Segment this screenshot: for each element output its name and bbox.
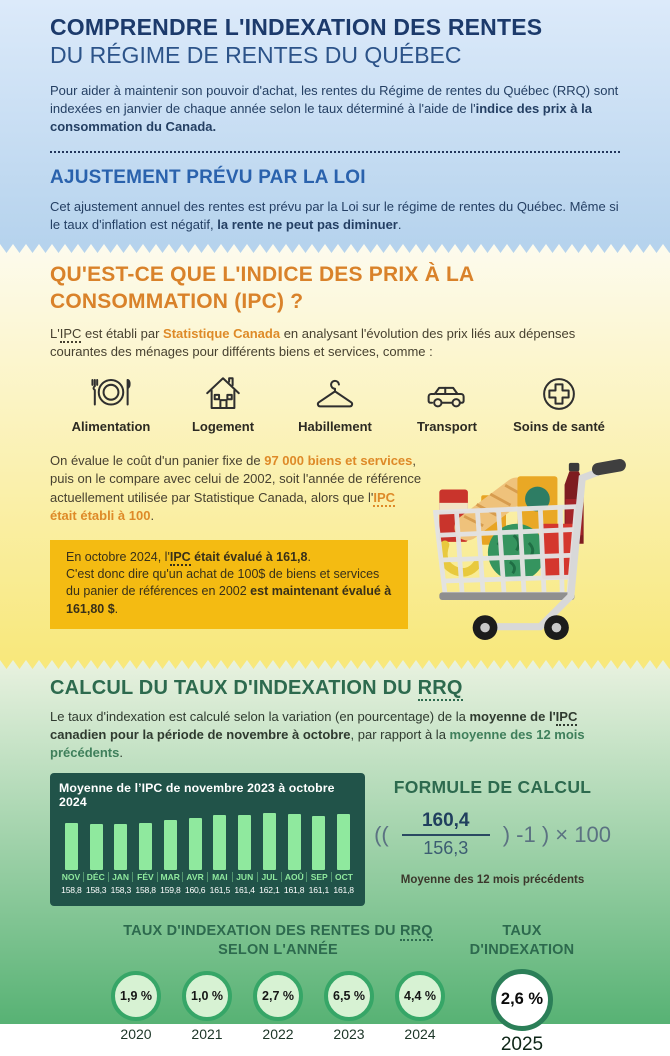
category-icon-row bbox=[56, 373, 614, 434]
fraction-line bbox=[402, 834, 490, 836]
text-segment: . bbox=[307, 549, 311, 564]
bar-cell bbox=[109, 812, 134, 870]
bar bbox=[114, 824, 127, 870]
calc-section bbox=[0, 660, 670, 1055]
bar-row bbox=[59, 812, 356, 870]
text-segment: En octobre 2024, l' bbox=[66, 549, 170, 564]
bar-cell bbox=[307, 812, 332, 870]
bar-cell bbox=[84, 812, 109, 870]
category-transport bbox=[392, 373, 502, 434]
formula-open-paren: (( bbox=[374, 821, 389, 847]
grocery-cart-illustration bbox=[426, 440, 626, 640]
bar bbox=[189, 818, 202, 870]
value-label: 158,3 bbox=[110, 884, 132, 895]
text-segment: . bbox=[119, 745, 123, 761]
zigzag-edge-blue bbox=[0, 244, 670, 253]
text-segment: était évalué à 161,8 bbox=[190, 549, 308, 564]
car-icon bbox=[426, 373, 468, 415]
chart-title: Moyenne de l’IPC de novembre 2023 à octobre 2024 bbox=[59, 780, 335, 809]
formula-numerator: 160,4 bbox=[421, 809, 470, 831]
category-label: Habillement bbox=[298, 419, 372, 435]
value-label: 161,5 bbox=[209, 884, 231, 895]
ipc-intro-paragraph bbox=[50, 325, 620, 361]
month-label: JUN bbox=[232, 872, 257, 882]
month-label: SEP bbox=[306, 872, 331, 882]
health-cross-icon bbox=[538, 373, 580, 415]
month-label: FÉV bbox=[132, 872, 157, 882]
text-segment: On évalue le coût d'un panier fixe de bbox=[50, 453, 265, 469]
formula-caption: Moyenne des 12 mois précédents bbox=[400, 873, 585, 886]
value-label: 161,4 bbox=[234, 884, 255, 895]
bar-cell bbox=[331, 812, 356, 870]
text-segment: CALCUL DU TAUX D'INDEXATION DU bbox=[50, 677, 418, 699]
current-rate-circle bbox=[491, 969, 553, 1031]
current-rate-heading: TAUX D'INDEXATION bbox=[469, 922, 575, 959]
rate-circle: 6,5 % bbox=[324, 971, 374, 1021]
text-segment: IPC bbox=[373, 489, 396, 505]
historical-rates-heading bbox=[102, 922, 454, 961]
text-segment: moyenne de l' bbox=[469, 709, 556, 724]
bar-cell bbox=[257, 812, 282, 870]
text-segment: IPC bbox=[59, 325, 82, 341]
text-segment: SELON L'ANNÉE bbox=[218, 942, 338, 959]
text-segment: TAUX D'INDEXATION DES RENTES DU bbox=[123, 922, 400, 939]
category-habillement bbox=[280, 373, 390, 434]
month-label: AOÛ bbox=[281, 872, 306, 882]
value-label: 158,8 bbox=[61, 884, 82, 895]
formula-expression bbox=[365, 810, 620, 860]
ipc-section bbox=[0, 244, 670, 660]
historical-rates-block bbox=[102, 922, 454, 1056]
category-label: Transport bbox=[417, 419, 477, 435]
bar-cell bbox=[183, 812, 208, 870]
formula-heading: FORMULE DE CALCUL bbox=[393, 776, 592, 797]
rate-circle: 1,0 % bbox=[182, 971, 232, 1021]
rate-circle-item bbox=[108, 971, 164, 1042]
rate-circle: 2,7 % bbox=[253, 971, 303, 1021]
bar bbox=[139, 823, 152, 870]
month-label: MAR bbox=[157, 872, 182, 882]
bar-cell bbox=[158, 812, 183, 870]
text-segment: L' bbox=[50, 325, 60, 341]
rate-circle-item bbox=[321, 971, 377, 1042]
month-label: JUL bbox=[257, 872, 282, 882]
value-label: 162,1 bbox=[259, 884, 280, 895]
bar bbox=[213, 815, 226, 870]
calc-intro-paragraph bbox=[50, 708, 625, 763]
text-segment: RRQ bbox=[417, 677, 463, 699]
text-segment: IPC bbox=[555, 709, 578, 724]
month-label: MAI bbox=[207, 872, 232, 882]
basket-paragraph bbox=[50, 452, 422, 525]
category-label: Logement bbox=[191, 419, 255, 435]
value-label: 158,3 bbox=[85, 884, 107, 895]
text-segment: . bbox=[114, 601, 119, 616]
text-segment: était établi à 100 bbox=[50, 507, 151, 523]
plate-cutlery-icon bbox=[90, 373, 132, 415]
month-label: OCT bbox=[331, 872, 356, 882]
text-segment: , par rapport à la bbox=[350, 727, 450, 743]
calc-heading bbox=[50, 677, 620, 700]
page-title bbox=[50, 13, 620, 69]
ipc-highlight-box bbox=[50, 540, 408, 629]
rate-year: 2022 bbox=[262, 1025, 294, 1042]
text-segment: en analysant l'évolution des prix liés aux dépenses courantes des ménages pour différents biens et services, comme : bbox=[50, 325, 576, 359]
category-label: Alimentation bbox=[71, 419, 151, 435]
text-segment: 97 000 biens et services bbox=[264, 453, 413, 469]
rate-year: 2020 bbox=[120, 1025, 152, 1042]
month-label: JAN bbox=[108, 872, 133, 882]
month-label: DÉC bbox=[83, 872, 108, 882]
highlight-line1 bbox=[66, 549, 392, 566]
formula-block bbox=[365, 773, 620, 886]
month-label: AVR bbox=[182, 872, 207, 882]
rate-circle: 4,4 % bbox=[395, 971, 445, 1021]
rate-circle: 1,9 % bbox=[111, 971, 161, 1021]
value-label: 161,8 bbox=[333, 884, 354, 895]
formula-fraction bbox=[396, 810, 496, 860]
bar bbox=[238, 815, 251, 870]
law-paragraph bbox=[50, 198, 620, 234]
zigzag-edge-yellow bbox=[0, 660, 670, 669]
category-alimentation bbox=[56, 373, 166, 434]
text-segment: est établi par bbox=[81, 325, 164, 341]
text-segment: , puis on le compare avec celui de 2002, soit l'année de référence actuellement utilisée par Statistique Canada, alors que l' bbox=[50, 453, 422, 505]
current-rate-block bbox=[454, 922, 590, 1056]
statistique-canada-link[interactable]: Statistique Canada bbox=[163, 325, 281, 341]
bar-cell bbox=[282, 812, 307, 870]
bar bbox=[90, 824, 103, 870]
law-heading: AJUSTEMENT PRÉVU PAR LA LOI bbox=[50, 166, 366, 188]
bar bbox=[312, 816, 325, 870]
ipc-heading: QU'EST-CE QUE L'INDICE DES PRIX À LA CONSOMMATION (IPC) ? bbox=[50, 263, 474, 313]
bar-cell bbox=[133, 812, 158, 870]
text-segment: IPC bbox=[169, 549, 191, 564]
text-segment: . bbox=[150, 507, 155, 523]
month-row bbox=[59, 872, 356, 882]
category-label: Soins de santé bbox=[513, 419, 605, 435]
highlight-line2 bbox=[66, 566, 392, 618]
rate-circle-item bbox=[250, 971, 306, 1042]
category-logement bbox=[168, 373, 278, 434]
formula-denominator: 156,3 bbox=[423, 838, 469, 859]
bar-cell bbox=[208, 812, 233, 870]
text-segment: Cet ajustement annuel des rentes est prévu par la Loi sur le régime de rentes du Québec. Même si le taux d'inflation est négatif, bbox=[50, 198, 619, 232]
rate-circle-item bbox=[179, 971, 235, 1042]
bar bbox=[263, 813, 276, 870]
rate-year: 2023 bbox=[333, 1025, 365, 1042]
text-segment: C'est donc dire qu'un achat de 100$ de biens et services du panier de références en 2002 bbox=[66, 567, 380, 599]
text-segment: moyenne des 12 mois précédents bbox=[50, 727, 585, 761]
value-label: 159,8 bbox=[160, 884, 181, 895]
bar bbox=[164, 820, 177, 870]
formula-rest: ) -1 ) × 100 bbox=[502, 821, 611, 847]
value-label: 160,6 bbox=[184, 884, 206, 895]
bar-cell bbox=[232, 812, 257, 870]
text-segment: Pour aider à maintenir son pouvoir d'achat, les rentes du Régime de rentes du Québec (RRQ) sont indexées en janvier de chaque année selon le taux déterminé à l'aide de l' bbox=[50, 83, 619, 117]
header-section bbox=[0, 0, 670, 244]
page-title-line1: COMPRENDRE L'INDEXATION DES RENTES bbox=[50, 14, 543, 40]
rate-circle-item bbox=[392, 971, 448, 1042]
cart-handle bbox=[591, 458, 626, 476]
value-label: 161,1 bbox=[308, 884, 330, 895]
month-label: NOV bbox=[61, 871, 81, 882]
dotted-divider bbox=[50, 151, 620, 153]
value-row bbox=[59, 884, 356, 897]
current-rate-value: 2,6 % bbox=[500, 990, 544, 1009]
rate-circles-row bbox=[108, 971, 448, 1042]
bar bbox=[337, 814, 350, 870]
text-segment: est maintenant évalué à 161,80 $ bbox=[66, 584, 392, 616]
text-segment: indice des prix à la consommation du Canada. bbox=[50, 101, 592, 134]
bar-cell bbox=[59, 812, 84, 870]
rate-year: 2021 bbox=[191, 1025, 223, 1042]
value-label: 158,8 bbox=[135, 884, 156, 895]
rate-year: 2024 bbox=[404, 1025, 436, 1042]
text-segment: RRQ bbox=[399, 922, 433, 939]
bar bbox=[65, 823, 78, 870]
value-label: 161,8 bbox=[283, 884, 305, 895]
intro-paragraph bbox=[50, 82, 620, 136]
page-title-line2: DU RÉGIME DE RENTES DU QUÉBEC bbox=[50, 42, 462, 69]
hanger-icon bbox=[314, 373, 356, 415]
current-rate-year: 2025 bbox=[500, 1033, 544, 1055]
text-segment: . bbox=[397, 216, 402, 232]
category-soins-de-sante bbox=[504, 373, 614, 434]
text-segment: Le taux d'indexation est calculé selon la variation (en pourcentage) de la bbox=[50, 709, 470, 724]
house-icon bbox=[202, 373, 244, 415]
text-segment: la rente ne peut pas diminuer bbox=[217, 216, 398, 232]
bar bbox=[288, 814, 301, 870]
ipc-bar-chart bbox=[50, 773, 365, 906]
text-segment: canadien pour la période de novembre à octobre bbox=[50, 727, 351, 743]
